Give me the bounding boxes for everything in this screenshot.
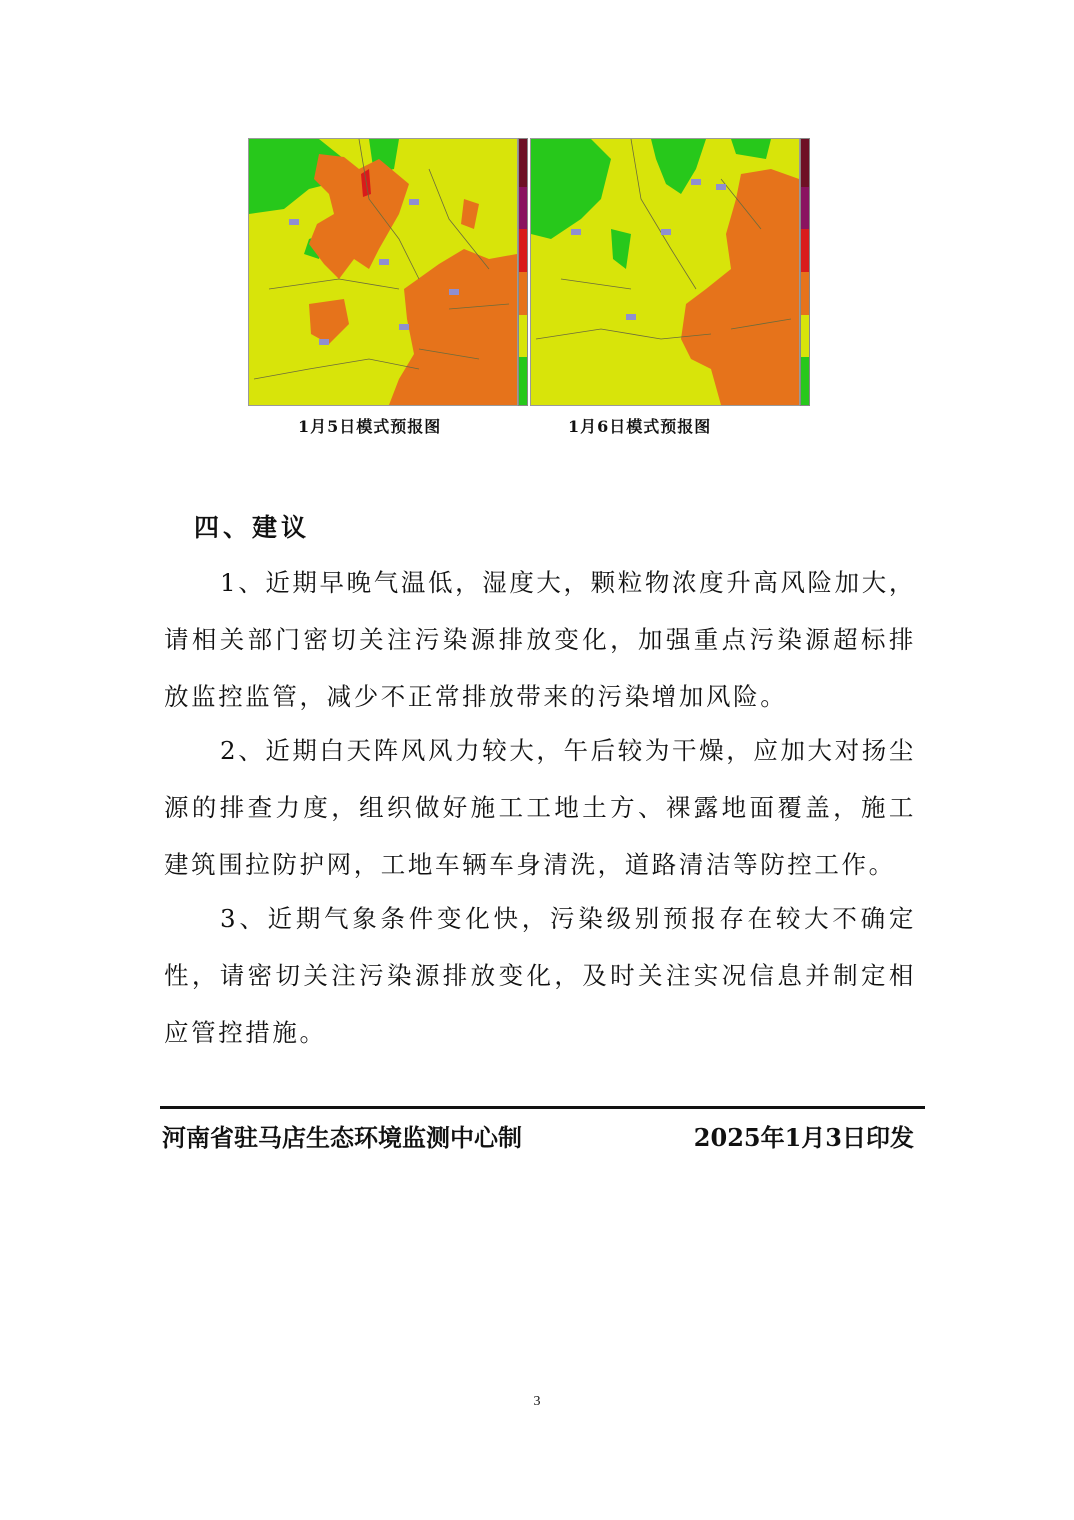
map-caption-jan5: 1月5日模式预报图 <box>298 417 442 436</box>
issuer-name: 河南省驻马店生态环境监测中心制 <box>162 1123 522 1152</box>
recommendation-paragraph-1: 1、近期早晚气温低，湿度大，颗粒物浓度升高风险加大，请相关部门密切关注污染源排放变化，加强重点污染源超标排放监控监管，减少不正常排放带来的污染增加风险。 <box>164 568 916 711</box>
recommendation-paragraph-3: 3、近期气象条件变化快，污染级别预报存在较大不确定性，请密切关注污染源排放变化，及时关注实况信息并制定相应管控措施。 <box>164 904 916 1047</box>
legend-colorbar-2 <box>800 138 810 406</box>
map-caption-jan6: 1月6日模式预报图 <box>568 417 712 436</box>
map-image-jan5 <box>249 139 517 405</box>
footer-divider <box>160 1106 925 1109</box>
forecast-map-jan5 <box>248 138 518 406</box>
section-heading: 四、建议 <box>194 513 311 542</box>
legend-colorbar-1 <box>518 138 528 406</box>
recommendation-paragraph-2: 2、近期白天阵风风力较大，午后较为干燥，应加大对扬尘源的排查力度，组织做好施工工地土方、裸露地面覆盖，施工建筑围拉防护网，工地车辆车身清洗，道路清洁等防控工作。 <box>164 736 916 879</box>
forecast-maps <box>248 138 808 406</box>
map-image-jan6 <box>531 139 799 405</box>
page-number: 3 <box>533 1394 541 1409</box>
forecast-map-jan6 <box>530 138 800 406</box>
issue-date: 2025年1月3日印发 <box>693 1123 914 1152</box>
